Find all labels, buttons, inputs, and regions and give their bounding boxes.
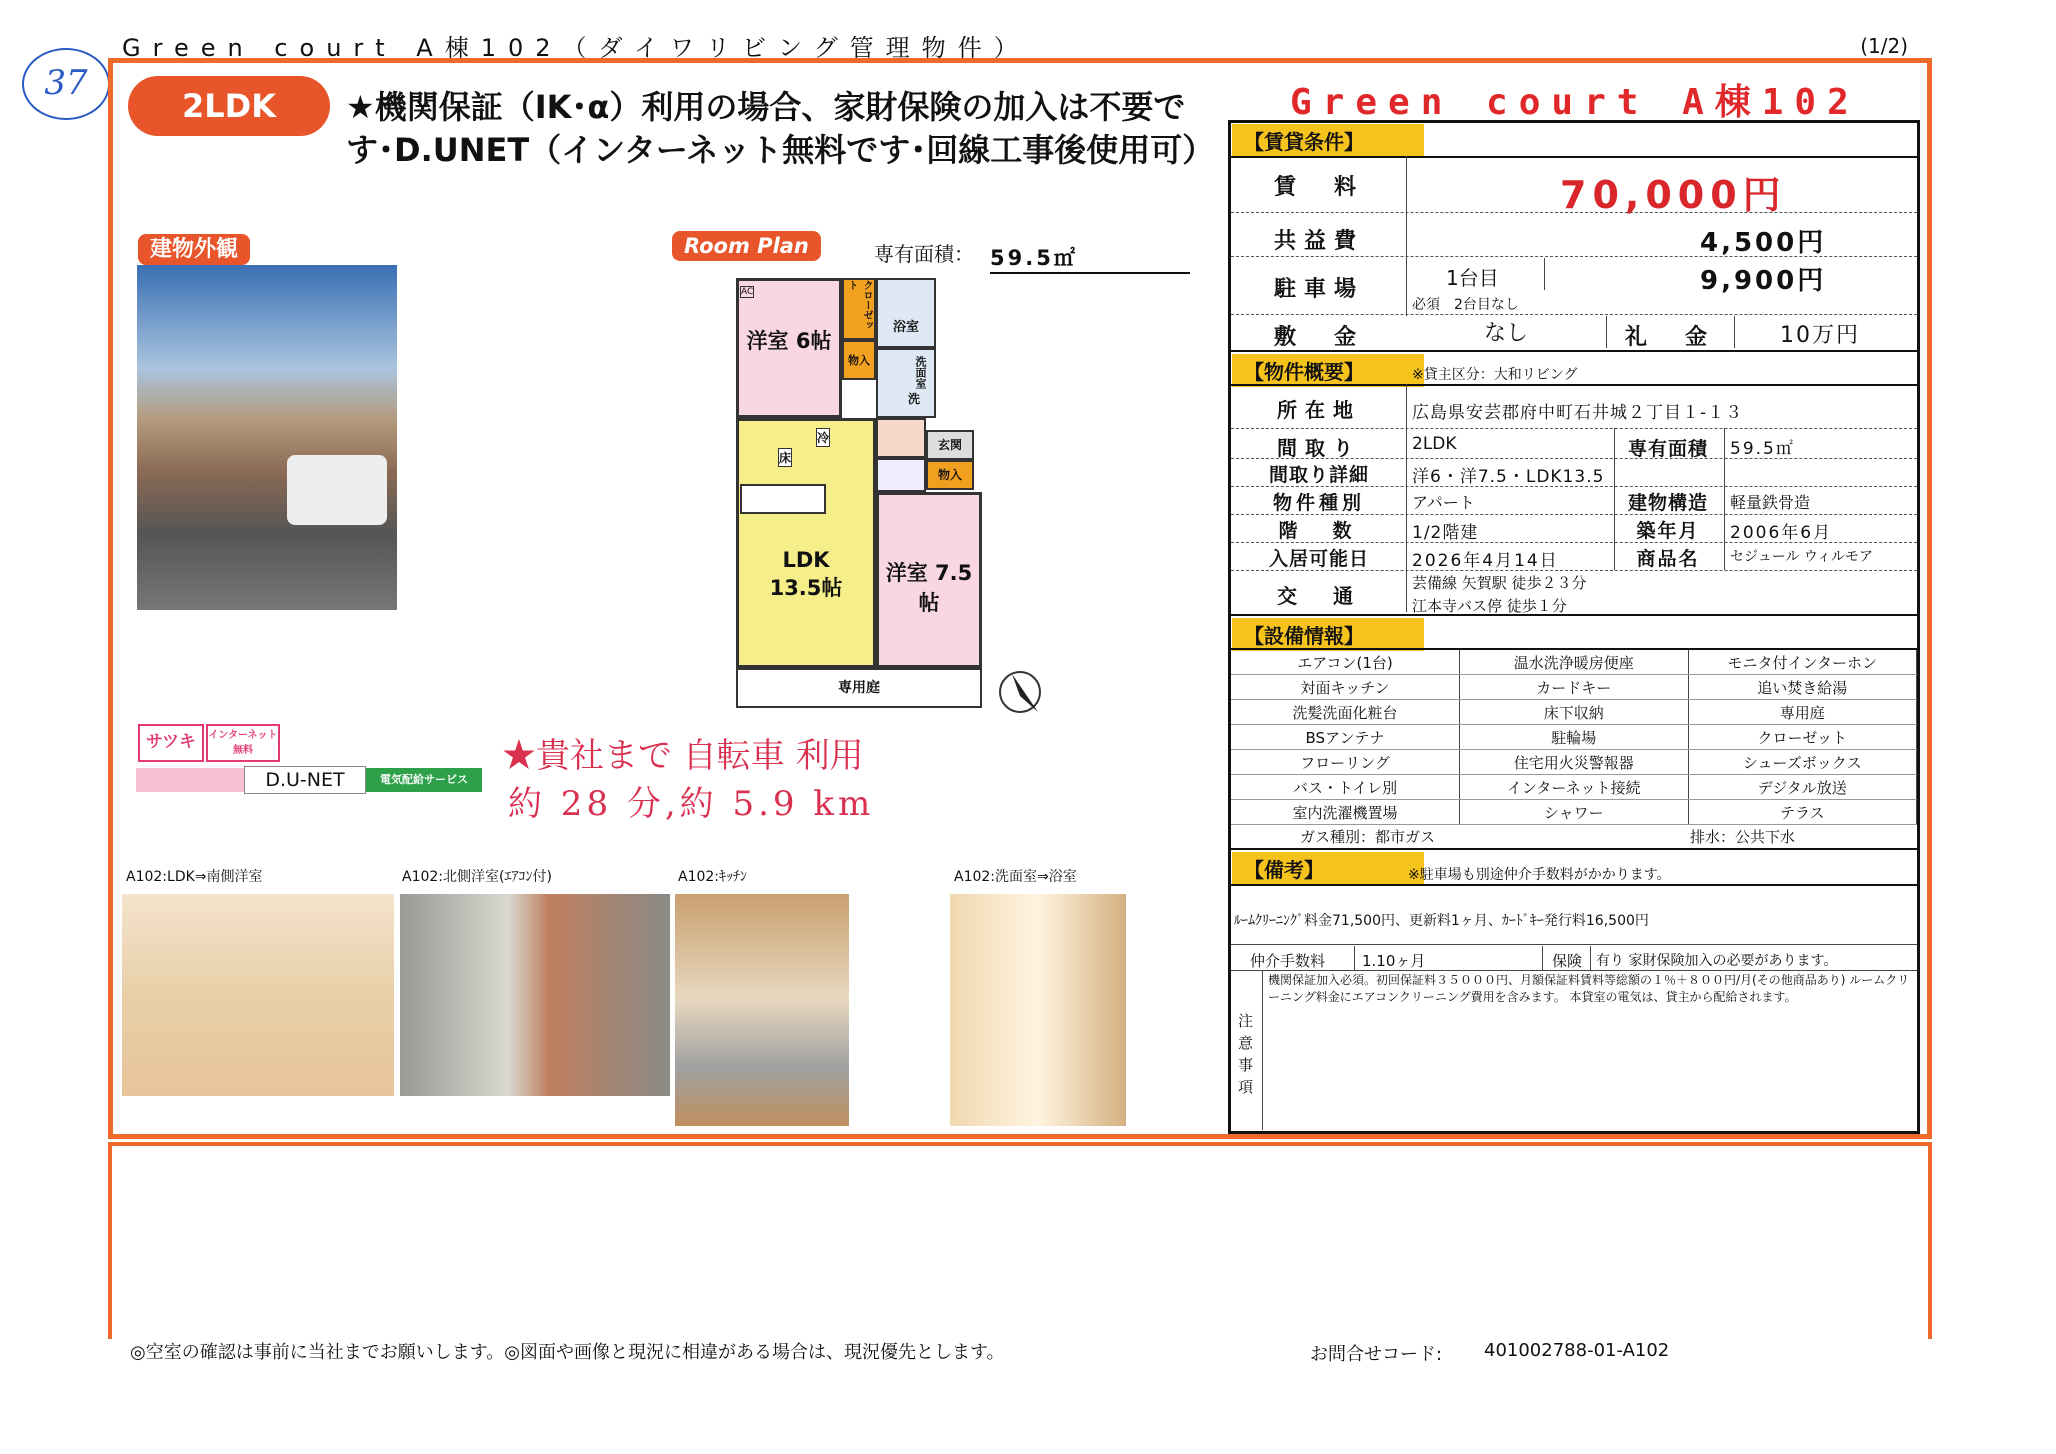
denki-badge: 電気配給サービス — [366, 768, 482, 792]
rent-section-label: 【賃貸条件】 — [1232, 124, 1424, 157]
equipment-item: シューズボックス — [1688, 750, 1917, 775]
exterior-photo — [137, 265, 397, 610]
equipment-row — [1231, 675, 1917, 700]
equipment-item: モニタ付インターホン — [1688, 650, 1917, 675]
key-money-label: 礼 金 — [1624, 325, 1715, 350]
equipment-row — [1231, 750, 1917, 775]
photo-north-room — [400, 894, 670, 1096]
dunet-logo: D.U-NET — [244, 766, 366, 794]
photo-caption-1: A102:LDK⇒南側洋室 — [126, 869, 263, 885]
equipment-table — [1231, 650, 1917, 825]
equipment-item: 床下収納 — [1460, 700, 1689, 725]
detail-value: 洋6・洋7.5・LDK13.5 — [1412, 467, 1605, 487]
deposit-label: 敷 金 — [1273, 325, 1364, 350]
equipment-row — [1231, 800, 1917, 825]
inquiry-code-label: お問合せコード: — [1310, 1344, 1443, 1365]
built-label: 築年月 — [1636, 520, 1700, 542]
caution-text: 機関保証加入必須。初回保証料３５０００円、月額保証料賃料等総額の１％＋８００円/月(その他商品あり) ルームクリーニング料金にエアコンクリーニング費用を含みます。 本貸室の電気は、貸主から配給されます。 — [1268, 973, 1910, 1004]
ldk-label: LDK 13.5帖 — [769, 548, 843, 600]
remarks-text: ﾙｰﾑｸﾘｰﾆﾝｸﾞ料金71,500円、更新料1ヶ月、ｶｰﾄﾞｷｰ発行料16,500円 — [1234, 913, 1649, 929]
ldk-room — [736, 418, 876, 668]
sakki-logo: サツキ — [138, 724, 204, 762]
parking-note: 必須 2台目なし — [1412, 297, 1519, 313]
photo-ldk — [122, 894, 394, 1096]
equipment-row — [1231, 700, 1917, 725]
equipment-item: 専用庭 — [1688, 700, 1917, 725]
product-name-label: 商品名 — [1636, 548, 1700, 570]
north-arrow-icon — [998, 664, 1046, 718]
equipment-item: 追い焚き給湯 — [1688, 675, 1917, 700]
layout-label: 間取り — [1277, 436, 1361, 460]
lower-frame — [108, 1142, 1932, 1339]
structure-value: 軽量鉄骨造 — [1730, 493, 1811, 512]
area-label: 専有面積： — [874, 242, 974, 266]
photo-kitchen — [675, 894, 849, 1126]
toilet — [876, 458, 926, 492]
landlord-note: ※貸主区分：大和リビング — [1412, 367, 1578, 383]
entrance: 玄関 — [926, 430, 974, 460]
layout-badge: 2LDK — [128, 76, 330, 136]
built-value: 2006年6月 — [1730, 523, 1833, 543]
area-label-right: 専有面積 — [1627, 438, 1708, 460]
room-plan-tag: Room Plan — [672, 234, 821, 258]
equipment-item: 住宅用火災警報器 — [1460, 750, 1689, 775]
storage1: 物入 — [842, 340, 876, 380]
layout-value: 2LDK — [1412, 434, 1457, 454]
equipment-item: フローリング — [1231, 750, 1460, 775]
equipment-item: エアコン(1台) — [1231, 650, 1460, 675]
structure-label: 建物構造 — [1627, 492, 1708, 514]
address-label: 所在地 — [1277, 398, 1361, 422]
inquiry-code-value: 401002788-01-A102 — [1484, 1340, 1670, 1361]
move-in-value: 2026年4月14日 — [1412, 551, 1559, 571]
closet: クローゼット — [842, 278, 876, 340]
detail-label: 間取り詳細 — [1268, 464, 1369, 486]
product-name-value: セジュール ウィルモア — [1730, 549, 1874, 565]
kitchen-counter — [740, 484, 826, 514]
floors-value: 1/2階建 — [1412, 523, 1479, 543]
fridge: 冷 — [816, 428, 830, 447]
photo-caption-2: A102:北側洋室(ｴｱｺﾝ付) — [402, 869, 552, 885]
equipment-section-label: 【設備情報】 — [1232, 618, 1424, 651]
key-money-value: 10万円 — [1780, 323, 1860, 348]
broker-fee-value: 1.10ヶ月 — [1362, 952, 1426, 970]
equipment-item: テラス — [1688, 800, 1917, 825]
gas-type: ガス種別：都市ガス — [1300, 828, 1436, 846]
parking-count: 1台目 — [1446, 266, 1499, 290]
handwritten-commute: ★貴社まで 自転車 利用 — [502, 736, 864, 776]
access-2: 江本寺バス停 徒歩１分 — [1412, 597, 1567, 615]
floor-storage: 床 — [778, 448, 792, 467]
equipment-item: 対面キッチン — [1231, 675, 1460, 700]
parking-value: 9,900円 — [1700, 266, 1827, 296]
equipment-item: シャワー — [1460, 800, 1689, 825]
remarks-section-label: 【備考】 — [1232, 852, 1424, 885]
page-indicator: (1/2) — [1860, 34, 1908, 58]
property-title: Green court A棟102 — [1290, 82, 1860, 123]
equipment-item: BSアンテナ — [1231, 725, 1460, 750]
insurance-label: 保険 — [1552, 952, 1583, 970]
storage2: 物入 — [926, 460, 974, 490]
sakki-strip — [136, 768, 244, 792]
room1: 洋室 6帖 — [736, 278, 842, 418]
equipment-item: 室内洗濯機置場 — [1231, 800, 1460, 825]
type-label: 物件種別 — [1272, 492, 1365, 514]
photo-washroom — [950, 894, 1126, 1126]
handwritten-time: 約 28 分,約 5.9 km — [508, 784, 875, 824]
caution-label: 注意事項 — [1238, 1012, 1254, 1096]
equipment-item: 温水洗浄暖房便座 — [1460, 650, 1689, 675]
wash-room: 洗面室 — [876, 348, 936, 418]
rent-label: 賃 料 — [1273, 175, 1364, 200]
access-1: 芸備線 矢賀駅 徒歩２３分 — [1412, 574, 1587, 592]
internet-free-badge: インターネット無料 — [206, 724, 280, 762]
area-value: 59.5㎡ — [990, 242, 1190, 274]
photo-caption-3: A102:ｷｯﾁﾝ — [678, 869, 748, 885]
equipment-row — [1231, 650, 1917, 675]
equipment-item: クローゼット — [1688, 725, 1917, 750]
equipment-item: カードキー — [1460, 675, 1689, 700]
equipment-item: デジタル放送 — [1688, 775, 1917, 800]
rent-value: 70,000円 — [1560, 173, 1787, 217]
bath: 浴室 — [876, 278, 936, 348]
room2: 洋室 7.5帖 — [876, 492, 982, 668]
access-label: 交 通 — [1277, 584, 1361, 608]
broker-fee-label: 仲介手数料 — [1250, 952, 1326, 970]
headline: ★機関保証（IK･α）利用の場合、家財保険の加入は不要です･D.UNET（インターネット無料です･回線工事後使用可） — [346, 88, 1215, 169]
overview-section-label: 【物件概要】 — [1232, 354, 1424, 387]
address-value: 広島県安芸郡府中町石井城２丁目１-１３ — [1412, 403, 1744, 423]
equipment-row — [1231, 725, 1917, 750]
van-shape — [287, 455, 387, 525]
fee-value: 4,500円 — [1700, 228, 1827, 258]
fee-label: 共益費 — [1273, 229, 1364, 254]
footer-notice: ◎空室の確認は事前に当社までお願いします。◎図面や画像と現況に相違がある場合は、現況優先とします。 — [130, 1342, 1005, 1363]
garden: 専用庭 — [736, 668, 982, 708]
floors-label: 階 数 — [1278, 520, 1360, 542]
ac-label: AC — [741, 287, 754, 297]
equipment-item: インターネット接続 — [1460, 775, 1689, 800]
deposit-value: なし — [1483, 321, 1528, 346]
drainage-type: 排水：公共下水 — [1690, 828, 1796, 846]
insurance-value: 有り 家財保険加入の必要があります。 — [1596, 953, 1838, 969]
type-value: アパート — [1412, 493, 1475, 512]
equipment-item: バス・トイレ別 — [1231, 775, 1460, 800]
equipment-row — [1231, 775, 1917, 800]
handwritten-number: 37 — [22, 48, 110, 120]
exterior-tag: 建物外観 — [138, 232, 250, 263]
equipment-item: 洗髪洗面化粧台 — [1231, 700, 1460, 725]
document-title: Green court A棟102（ダイワリビング管理物件） — [122, 34, 1030, 62]
parking-label: 駐車場 — [1273, 277, 1364, 302]
hall — [876, 418, 926, 458]
photo-caption-4: A102:洗面室⇒浴室 — [954, 869, 1077, 885]
move-in-label: 入居可能日 — [1268, 548, 1369, 570]
equipment-item: 駐輪場 — [1460, 725, 1689, 750]
remarks-note: ※駐車場も別途仲介手数料がかかります。 — [1408, 867, 1671, 883]
washer: 洗 — [908, 392, 921, 406]
floor-plan — [736, 278, 986, 710]
area-value-right: 59.5㎡ — [1730, 439, 1795, 459]
